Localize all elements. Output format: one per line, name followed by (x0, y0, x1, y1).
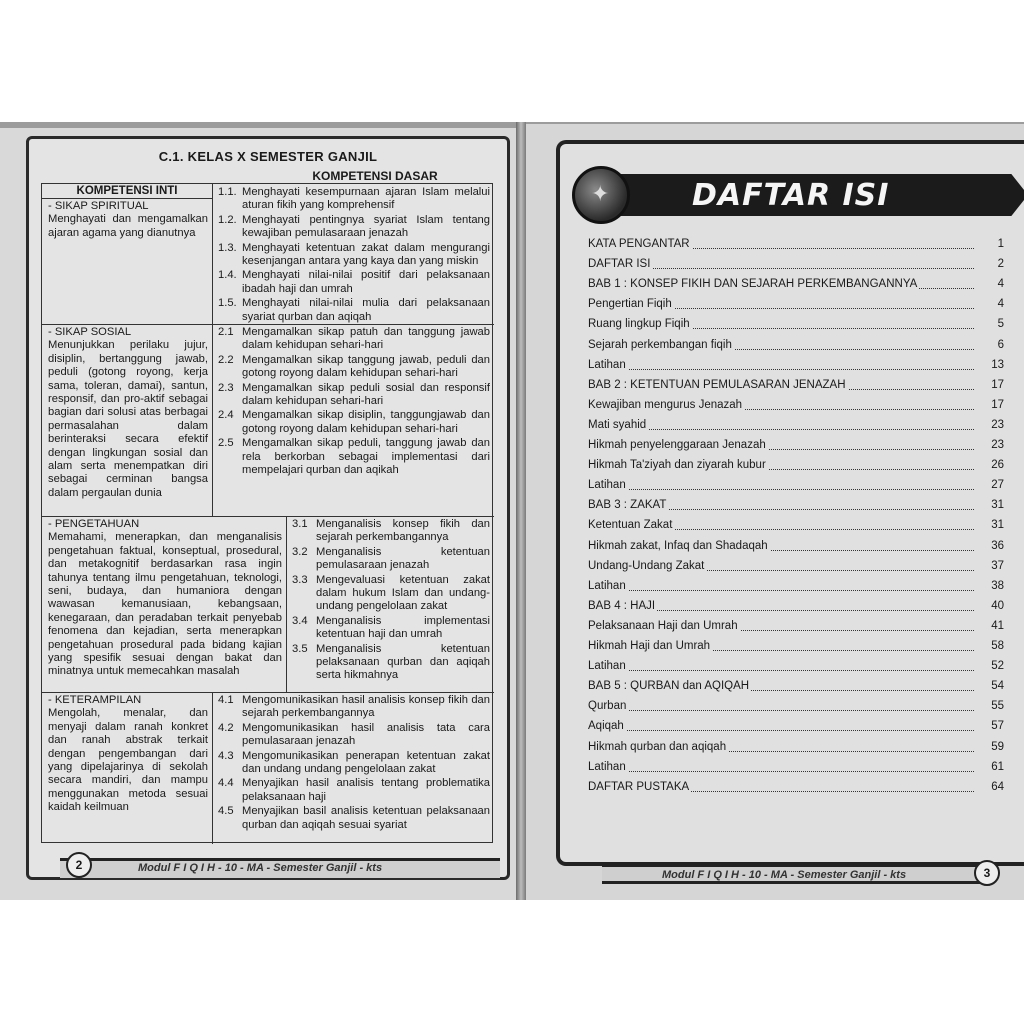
kd-text: Menghayati pentingnya syariat Islam tentang kewajiban pemulasaraan jenazah (242, 213, 490, 240)
toc-leader-dots (588, 710, 974, 711)
toc-entry-page: 36 (991, 539, 1004, 552)
kd-number: 2.5 (218, 437, 234, 450)
left-page-frame (26, 136, 510, 880)
kd-item (292, 615, 490, 642)
toc-entry-page: 27 (991, 479, 1004, 492)
kd-text: Menghayati nilai-nilai positif dari pelaksanaan ibadah haji dan umrah (242, 269, 490, 295)
toc-entry-page: 61 (991, 760, 1004, 773)
toc-entry-page: 54 (991, 680, 1004, 693)
kd-number: 4.3 (218, 749, 234, 762)
column-divider (286, 516, 287, 692)
page-number: 3 (974, 860, 1000, 886)
toc-entry-label: BAB 3 : ZAKAT (588, 499, 667, 512)
toc-entry-label: Hikmah penyelenggaraan Jenazah (588, 439, 766, 451)
toc-entry[interactable] (588, 399, 1004, 417)
toc-entry-label: Undang-Undang Zakat (588, 559, 705, 572)
footer-text: Modul F I Q I H - 10 - MA - Semester Ganjil - kts (662, 869, 907, 881)
kd-text: Menganalisis ketentuan pelaksanaan qurban dan aqiqah serta hikmahnya (316, 642, 490, 682)
toc-entry[interactable] (588, 680, 1004, 698)
kd-number: 3.4 (292, 614, 308, 627)
toc-entry[interactable] (588, 359, 1004, 377)
kd-item (218, 186, 490, 213)
kd-item (218, 409, 490, 436)
kd-text: Mengamalkan sikap patuh dan tanggung jawab dalam kehidupan sehari-hari (242, 326, 490, 352)
kd-item (218, 354, 490, 381)
kd-item (292, 518, 490, 545)
toc-entry[interactable] (588, 318, 1004, 336)
ki-title: - SIKAP SPIRITUAL (48, 200, 149, 212)
right-page-frame (556, 140, 1024, 866)
toc-entry-label: BAB 5 : QURBAN dan AQIQAH (588, 680, 750, 693)
kd-number: 3.3 (292, 573, 308, 586)
toc-entry-page: 58 (991, 640, 1004, 652)
header-kompetensi-inti: KOMPETENSI INTI (76, 185, 178, 197)
kd-text: Menganalisis konsep fikih dan sejarah perkembangannya (316, 518, 490, 544)
kd-number: 2.4 (218, 409, 234, 422)
ki-cell (48, 326, 208, 500)
toc-entry-label: Ruang lingkup Fiqih (588, 318, 690, 331)
toc-entry[interactable] (588, 540, 1004, 558)
toc-entry-page: 17 (991, 378, 1004, 391)
toc-entry-label: Latihan (588, 579, 626, 592)
ki-text: Mengolah, menalar, dan menyaji dalam ranah konkret dan ranah abstrak terkait dengan pengembangan dari yang dipelajarinya di sekolah secara mandiri, dan mampu menggunakan metoda sesuai kaidah keilmuan (48, 707, 208, 814)
toc-entry-page: 4 (997, 298, 1004, 311)
kd-item (218, 694, 490, 721)
toc-entry[interactable] (588, 781, 1004, 799)
toc-entry-page: 52 (991, 660, 1004, 673)
kd-number: 4.2 (218, 721, 234, 734)
toc-entry-label: Mati syahid (588, 418, 647, 431)
kd-text: Menghayati kesempurnaan ajaran Islam melalui aturan fikih yang komprehensif (242, 186, 490, 212)
kd-number: 3.5 (292, 642, 308, 655)
kd-number: 4.4 (218, 777, 234, 790)
kd-item (218, 382, 490, 409)
toc-entry-label: Aqiqah (588, 720, 624, 733)
toc-entry-page: 13 (991, 358, 1004, 371)
right-page-footer (562, 860, 1024, 890)
ki-cell (48, 518, 282, 679)
toc-entry-label: Ketentuan Zakat (588, 519, 673, 532)
toc-entry[interactable] (588, 519, 1004, 537)
toc-entry-label: Hikmah Ta'ziyah dan ziyarah kubur (588, 459, 766, 472)
toc-entry-page: 31 (991, 499, 1004, 512)
ki-title: - PENGETAHUAN (48, 518, 140, 530)
toc-entry-page: 64 (991, 780, 1004, 793)
row-divider (42, 516, 494, 517)
toc-entry-label: Latihan (588, 760, 626, 773)
left-page (0, 128, 516, 900)
book-spine (516, 122, 526, 900)
toc-entry-page: 2 (997, 258, 1004, 271)
toc-entry-page: 59 (991, 740, 1004, 753)
kd-item (218, 297, 490, 324)
ki-cell (48, 694, 208, 815)
toc-entry-label: Pelaksanaan Haji dan Umrah (588, 619, 738, 632)
kd-number: 2.2 (218, 353, 234, 366)
kd-number: 2.1 (218, 326, 234, 338)
kd-item (292, 643, 490, 683)
kd-item (218, 777, 490, 804)
kd-text: Menganalisis implementasi ketentuan haji dan umrah (316, 614, 490, 641)
kd-text: Mengamalkan sikap tanggung jawab, peduli dan gotong royong dalam kehidupan sehari-hari (242, 353, 490, 380)
column-divider (212, 692, 213, 844)
toc-entry[interactable] (588, 298, 1004, 316)
kd-number: 1.5. (218, 297, 237, 310)
header-kompetensi-dasar: KOMPETENSI DASAR (312, 169, 438, 183)
toc-entry[interactable] (588, 439, 1004, 457)
title-banner (572, 166, 1024, 214)
toc-entry-label: DAFTAR PUSTAKA (588, 780, 690, 793)
toc-entry[interactable] (588, 580, 1004, 598)
kd-text: Mengevaluasi ketentuan zakat dalam hukum Islam dan undang-undang pengelolaan zakat (316, 573, 490, 613)
toc-entry[interactable] (588, 459, 1004, 477)
toc-entry[interactable] (588, 640, 1004, 658)
kd-text: Mengamalkan sikap disiplin, tanggungjawab dan gotong royong dalam kehidupan sehari-hari (242, 409, 490, 435)
kd-cell (218, 326, 490, 478)
toc-entry-page: 6 (997, 338, 1004, 351)
toc-leader-dots (588, 590, 974, 591)
toc-entry-page: 5 (997, 318, 1004, 331)
kd-item (292, 574, 490, 614)
kd-number: 3.1 (292, 518, 308, 530)
toc-entry-label: Qurban (588, 700, 627, 713)
toc-entry[interactable] (588, 238, 1004, 256)
toc-entry-label: Pengertian Fiqih (588, 298, 672, 311)
toc-entry-label: Hikmah zakat, Infaq dan Shadaqah (588, 539, 768, 552)
kd-number: 2.3 (218, 381, 234, 394)
toc-entry-page: 57 (991, 720, 1004, 733)
toc-entry-page: 41 (991, 619, 1004, 632)
kd-number: 1.1. (218, 186, 237, 198)
toc-entry[interactable] (588, 700, 1004, 718)
toc-entry-label: BAB 4 : HAJI (588, 599, 656, 612)
kd-cell (218, 694, 490, 833)
toc-entry[interactable] (588, 720, 1004, 738)
page-title: DAFTAR ISI (692, 178, 890, 213)
kd-cell (218, 186, 490, 325)
kd-item (218, 269, 490, 296)
toc-entry[interactable] (588, 600, 1004, 618)
toc-entry-label: Sejarah perkembangan fiqih (588, 338, 732, 351)
toc-leader-dots (588, 730, 974, 731)
toc-entry[interactable] (588, 278, 1004, 296)
kd-number: 4.5 (218, 805, 234, 818)
toc-entry-label: Kewajiban mengurus Jenazah (588, 398, 743, 411)
kd-text: Menganalisis ketentuan pemulasaraan jenazah (316, 545, 490, 572)
kd-cell (292, 518, 490, 684)
toc-entry-page: 40 (991, 599, 1004, 612)
toc-entry[interactable] (588, 761, 1004, 779)
toc-entry-label: BAB 1 : KONSEP FIKIH DAN SEJARAH PERKEMBANGANNYA (588, 278, 918, 291)
toc-leader-dots (588, 489, 974, 490)
kd-text: Menyajikan basil analisis ketentuan pelaksanaan qurban dan aqiqah sesuai syariat (242, 805, 490, 831)
toc-entry[interactable] (588, 419, 1004, 437)
toc-entry[interactable] (588, 339, 1004, 357)
toc-entry-label: Hikmah Haji dan Umrah (588, 640, 711, 652)
kd-number: 3.2 (292, 545, 308, 558)
left-page-title: C.1. KELAS X SEMESTER GANJIL (158, 149, 378, 164)
left-page-footer (30, 850, 506, 880)
toc-entry[interactable] (588, 560, 1004, 578)
kd-text: Mengamalkan sikap peduli, tanggung jawab dan rela berkorban sebagai implementasi dari mempelajari qurban dan aqikah (242, 437, 490, 477)
kd-text: Mengomunikasikan hasil analisis tata cara pemulasaraan jenazah (242, 721, 490, 748)
toc-entry-page: 38 (991, 579, 1004, 592)
open-book (0, 122, 1024, 900)
toc-entry-page: 4 (997, 278, 1004, 291)
toc-entry-page: 37 (991, 559, 1004, 572)
kd-text: Menghayati ketentuan zakat dalam mengurangi kesenjangan antara yang kaya dan yang miskin (242, 241, 490, 268)
kd-text: Mengomunikasikan hasil analisis konsep fikih dan sejarah perkembangannya (242, 694, 490, 720)
kd-text: Menyajikan hasil analisis tentang problematika pelaksanaan haji (242, 777, 490, 803)
column-divider (212, 184, 213, 516)
kd-item (218, 805, 490, 832)
competency-table (41, 183, 493, 843)
toc-entry-page: 55 (991, 700, 1004, 713)
row-divider (42, 692, 494, 693)
kd-item (218, 722, 490, 749)
toc-leader-dots (588, 771, 974, 772)
ki-title: - SIKAP SOSIAL (48, 326, 132, 338)
ki-title: - KETERAMPILAN (48, 694, 142, 706)
toc-entry-label: Hikmah qurban dan aqiqah (588, 740, 727, 753)
kd-item (218, 326, 490, 353)
kd-item (292, 546, 490, 573)
toc-entry-label: Latihan (588, 358, 626, 371)
toc-entry-label: DAFTAR ISI (588, 258, 651, 271)
toc-entry-label: Latihan (588, 660, 626, 673)
kd-number: 4.1 (218, 694, 234, 706)
toc-entry-label: KATA PENGANTAR (588, 238, 690, 250)
kd-text: Menghayati nilai-nilai mulia dari pelaksanaan syariat qurban dan aqiqah (242, 297, 490, 323)
toc-entry[interactable] (588, 741, 1004, 759)
kd-item (218, 214, 490, 241)
book-emblem-icon: ✦ (572, 166, 630, 224)
toc-entry-label: Latihan (588, 479, 626, 492)
toc-entry-page: 23 (991, 418, 1004, 431)
toc-leader-dots (588, 369, 974, 370)
toc-entry-page: 1 (997, 238, 1004, 250)
kd-number: 1.3. (218, 241, 237, 254)
footer-text: Modul F I Q I H - 10 - MA - Semester Ganjil - kts (138, 862, 383, 874)
ki-text: Memahami, menerapkan, dan menganalisis pengetahuan faktual, konseptual, prosedural, dan metakognitif berdasarkan rasa ingin tahunya tentang ilmu pengetahuan, teknologi, seni, budaya, dan humaniora dengan wawasan kemanusiaan, kebangsaan, kenegaraan, dan peradaban terkait penyebab fenomena dan kejadian, serta menerapkan pengetahuan prosedural pada bidang kajian yang spesifik sesuai dengan bakat dan minatnya untuk memecahkan masalah (48, 531, 282, 678)
toc-entry[interactable] (588, 620, 1004, 638)
toc-entry[interactable] (588, 379, 1004, 397)
toc-entry[interactable] (588, 479, 1004, 497)
ki-text: Menghayati dan mengamalkan ajaran agama yang dianutnya (48, 213, 208, 239)
kd-item (218, 437, 490, 477)
toc-entry-page: 17 (991, 398, 1004, 411)
toc-entry[interactable] (588, 660, 1004, 678)
toc-leader-dots (588, 670, 974, 671)
toc-entry-page: 23 (991, 439, 1004, 451)
toc-entry[interactable] (588, 258, 1004, 276)
toc-entry-label: BAB 2 : KETENTUAN PEMULASARAN JENAZAH (588, 378, 846, 391)
kd-text: Mengomunikasikan penerapan ketentuan zakat dan undang undang pengelolaan zakat (242, 749, 490, 776)
page-number: 2 (66, 852, 92, 878)
toc-entry-page: 31 (991, 519, 1004, 532)
right-page (526, 124, 1024, 900)
kd-item (218, 750, 490, 777)
toc-entry[interactable] (588, 499, 1004, 517)
ki-text: Menunjukkan perilaku jujur, disiplin, bertanggung jawab, peduli (gotong royong, kerja sama, toleran, damai), santun, responsif, dan pro-aktif sebagai bagian dari solusi atas berbagai permasalahan dalam berinteraksi secara efektif dengan lingkungan sosial dan alam serta menempatkan diri sebagai cerminan bangsa dalam pergaulan dunia (48, 339, 208, 499)
kd-text: Mengamalkan sikap peduli sosial dan responsif dalam kehidupan sehari-hari (242, 381, 490, 408)
kd-number: 1.2. (218, 213, 237, 226)
ki-cell (48, 200, 208, 240)
toc-entry-page: 26 (991, 459, 1004, 472)
kd-item (218, 242, 490, 269)
kd-number: 1.4. (218, 269, 237, 282)
